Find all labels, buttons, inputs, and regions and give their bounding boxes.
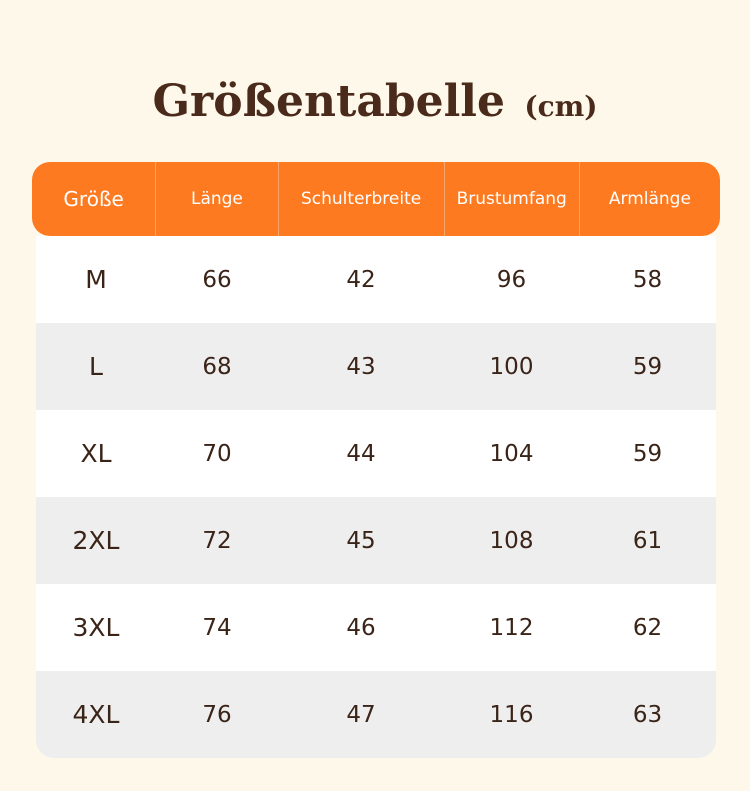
table-row [36, 584, 716, 671]
shoulder-cell: 46 [346, 614, 376, 641]
size-cell: L [89, 352, 103, 381]
length-cell: 66 [202, 266, 232, 293]
sleeve-cell: 58 [632, 266, 663, 293]
header-size: Größe [32, 162, 156, 236]
table-row [36, 497, 716, 584]
chest-cell: 108 [489, 527, 534, 554]
chest-cell: 96 [496, 266, 527, 293]
table-row [36, 410, 716, 497]
shoulder-cell: 42 [346, 266, 376, 293]
shoulder-cell: 45 [346, 527, 376, 554]
length-cell: 76 [202, 701, 232, 728]
page-title [0, 74, 750, 135]
chest-cell: 100 [489, 353, 534, 380]
shoulder-cell: 47 [346, 701, 376, 728]
length-cell: 74 [202, 614, 232, 641]
size-cell: 3XL [72, 613, 120, 642]
table-body [36, 236, 716, 758]
length-cell: 72 [202, 527, 232, 554]
chest-cell: 116 [489, 701, 534, 728]
shoulder-cell: 44 [346, 440, 376, 467]
table-header [32, 162, 720, 236]
sleeve-cell: 59 [632, 353, 663, 380]
title-text: Größentabelle [152, 76, 506, 127]
size-table [32, 162, 720, 758]
size-cell: XL [80, 439, 112, 468]
title-unit: (cm) [524, 90, 598, 123]
chest-cell: 104 [489, 440, 534, 467]
length-cell: 68 [202, 353, 232, 380]
chest-cell: 112 [489, 614, 534, 641]
header-length: Länge [156, 162, 278, 236]
sleeve-cell: 62 [632, 614, 663, 641]
table-row [36, 323, 716, 410]
size-cell: 4XL [72, 700, 120, 729]
shoulder-cell: 43 [346, 353, 376, 380]
size-cell: 2XL [72, 526, 120, 555]
header-sleeve-length: Armlänge [608, 189, 691, 209]
length-cell: 70 [202, 440, 232, 467]
size-cell: M [85, 265, 107, 294]
table-row [36, 671, 716, 758]
table-row [36, 236, 716, 323]
sleeve-cell: 63 [632, 701, 663, 728]
header-shoulder-width: Schulterbreite [279, 162, 445, 236]
sleeve-cell: 59 [632, 440, 663, 467]
header-chest: Brustumfang [445, 162, 580, 236]
sleeve-cell: 61 [632, 527, 663, 554]
